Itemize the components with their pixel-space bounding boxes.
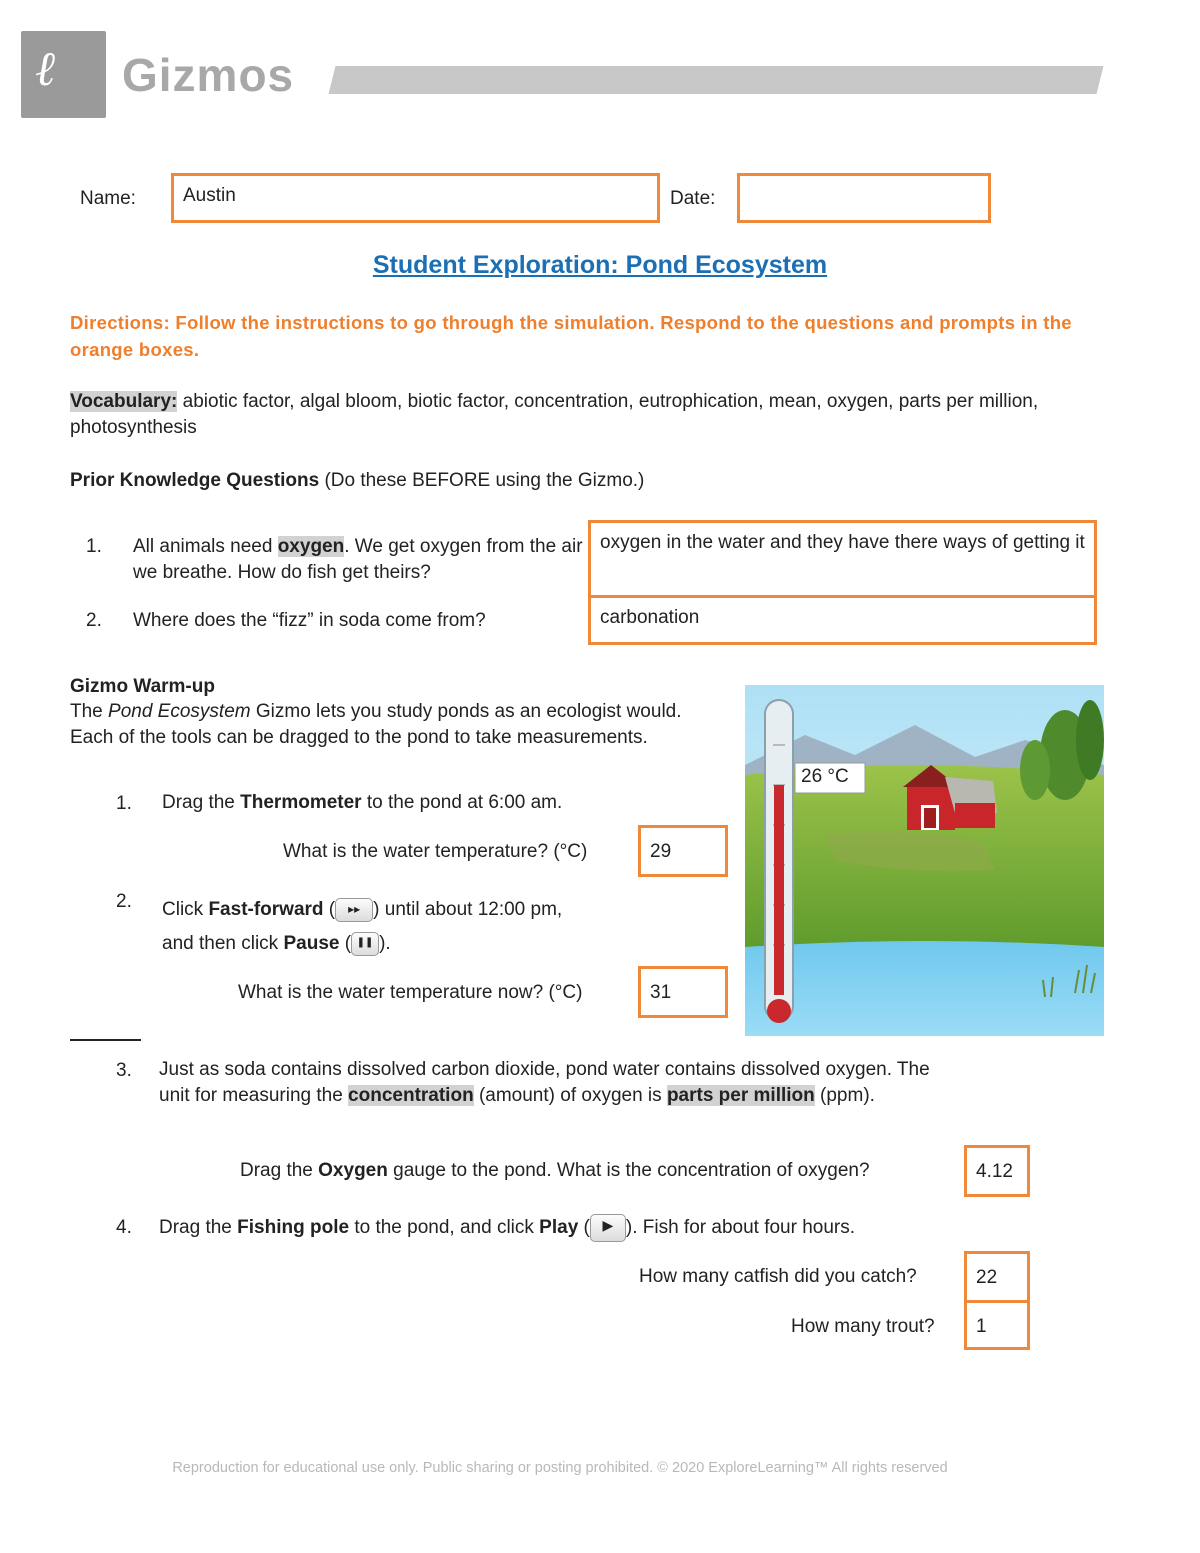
s2-bold: Fast-forward — [208, 899, 324, 920]
prior-knowledge-heading — [70, 468, 644, 494]
s3-q-post: gauge to the pond. What is the concentration of oxygen? — [387, 1160, 870, 1181]
fast-forward-icon: ▸▸ — [335, 898, 373, 922]
s2-line2-mid: ( — [339, 933, 352, 954]
s4-post: ). Fish for about four hours. — [625, 1217, 856, 1238]
q2-number: 2. — [86, 610, 102, 631]
s3-bold1: concentration — [348, 1085, 474, 1106]
directions-text: Directions: Follow the instructions to go through the simulation. Respond to the questions and prompts in the orange boxes. — [70, 312, 1072, 360]
logo-glyph: ℓ — [35, 41, 55, 97]
step4-number: 4. — [116, 1217, 132, 1238]
step3-question — [240, 1158, 870, 1184]
vocabulary-label: Vocabulary: — [70, 391, 178, 412]
intro-italic: Pond Ecosystem — [108, 701, 251, 722]
trout-question: How many trout? — [791, 1316, 935, 1337]
s2-line2-bold: Pause — [283, 933, 340, 954]
gizmos-logo — [21, 31, 106, 118]
intro-post: Gizmo lets you study ponds as an ecologist would. Each of the tools can be dragged to the pond to take measurements. — [70, 701, 682, 748]
q1-answer-box[interactable]: oxygen in the water and they have there ways of getting it — [588, 520, 1097, 598]
header-bar — [329, 66, 1104, 94]
catfish-question: How many catfish did you catch? — [639, 1266, 917, 1287]
step2-question: What is the water temperature now? (°C) — [238, 982, 583, 1003]
thermometer-mercury — [774, 785, 784, 995]
s2-line2-pre: and then click — [162, 933, 284, 954]
s4-bold2: Play — [539, 1217, 579, 1238]
pause-icon: ❚❚ — [351, 932, 379, 956]
divider-line — [70, 1039, 141, 1041]
catfish-answer-box[interactable]: 22 — [964, 1251, 1030, 1303]
step4-text — [159, 1213, 855, 1243]
pond-simulation-image — [745, 685, 1104, 1036]
q1-keyword: oxygen — [277, 536, 345, 557]
s2-mid: ( — [323, 899, 336, 920]
pond-water — [745, 941, 1104, 1036]
step1-question: What is the water temperature? (°C) — [283, 841, 588, 862]
s2-post: ) until about 12:00 pm, — [373, 899, 563, 920]
q2-answer-box[interactable]: carbonation — [588, 595, 1097, 645]
s3-mid: (amount) of oxygen is — [473, 1085, 667, 1106]
s4-mid: to the pond, and click — [349, 1217, 540, 1238]
date-label: Date: — [670, 188, 716, 209]
s3-q-bold: Oxygen — [318, 1160, 388, 1181]
page-title: Student Exploration: Pond Ecosystem — [372, 251, 828, 279]
pond-scene-svg — [745, 685, 1104, 1036]
trout-answer-box[interactable]: 1 — [964, 1300, 1030, 1350]
q1-pre: All animals need — [133, 536, 278, 557]
intro-pre: The — [70, 701, 109, 722]
thermometer-readout: 26 °C — [801, 766, 849, 787]
name-label: Name: — [80, 188, 136, 209]
step2-number: 2. — [116, 891, 132, 912]
s4-mid2: ( — [578, 1217, 590, 1238]
vocabulary — [70, 389, 1120, 441]
step1-text — [162, 790, 562, 816]
step3-answer-box[interactable]: 4.12 — [964, 1145, 1030, 1197]
step3-text — [159, 1057, 959, 1109]
step3-number: 3. — [116, 1060, 132, 1081]
tree — [1020, 740, 1050, 800]
s1-bold: Thermometer — [240, 792, 362, 813]
q2-text: Where does the “fizz” in soda come from? — [133, 610, 486, 631]
q1-post: . We get oxygen from the air we breathe. How do fish get theirs? — [133, 536, 583, 583]
s3-q-pre: Drag the — [240, 1160, 319, 1181]
s3-pre: Just as soda contains dissolved carbon dioxide, pond water contains dissolved oxygen. The unit for measuring the — [159, 1059, 930, 1106]
s4-pre: Drag the — [159, 1217, 238, 1238]
tree — [1076, 700, 1104, 780]
s2-pre: Click — [162, 899, 209, 920]
warmup-intro — [70, 699, 720, 751]
play-icon: ▶ — [590, 1214, 626, 1242]
s2-line2-post: ). — [379, 933, 391, 954]
warmup-heading: Gizmo Warm-up — [70, 676, 215, 697]
step2-text — [162, 893, 562, 961]
s3-bold2: parts per million — [666, 1085, 815, 1106]
step1-number: 1. — [116, 793, 132, 814]
s3-post: (ppm). — [814, 1085, 875, 1106]
name-field[interactable]: Austin — [171, 173, 660, 223]
s4-bold: Fishing pole — [237, 1217, 350, 1238]
brand-name: Gizmos — [122, 49, 295, 101]
step2-answer-box[interactable]: 31 — [638, 966, 728, 1018]
step1-answer-box[interactable]: 29 — [638, 825, 728, 877]
q1-text — [133, 534, 585, 586]
s1-post: to the pond at 6:00 am. — [361, 792, 563, 813]
q1-number: 1. — [86, 536, 102, 557]
date-field[interactable] — [737, 173, 991, 223]
prior-note: (Do these BEFORE using the Gizmo.) — [324, 470, 645, 491]
thermometer-bulb — [767, 999, 791, 1023]
vocabulary-terms: abiotic factor, algal bloom, biotic factor, concentration, eutrophication, mean, oxygen, parts per million, photosynthesis — [70, 391, 1039, 438]
footer-text: Reproduction for educational use only. Public sharing or posting prohibited. © 2020 ExploreLearning™ All rights reserved — [172, 1460, 948, 1476]
s1-pre: Drag the — [162, 792, 241, 813]
prior-heading: Prior Knowledge Questions — [70, 470, 320, 491]
